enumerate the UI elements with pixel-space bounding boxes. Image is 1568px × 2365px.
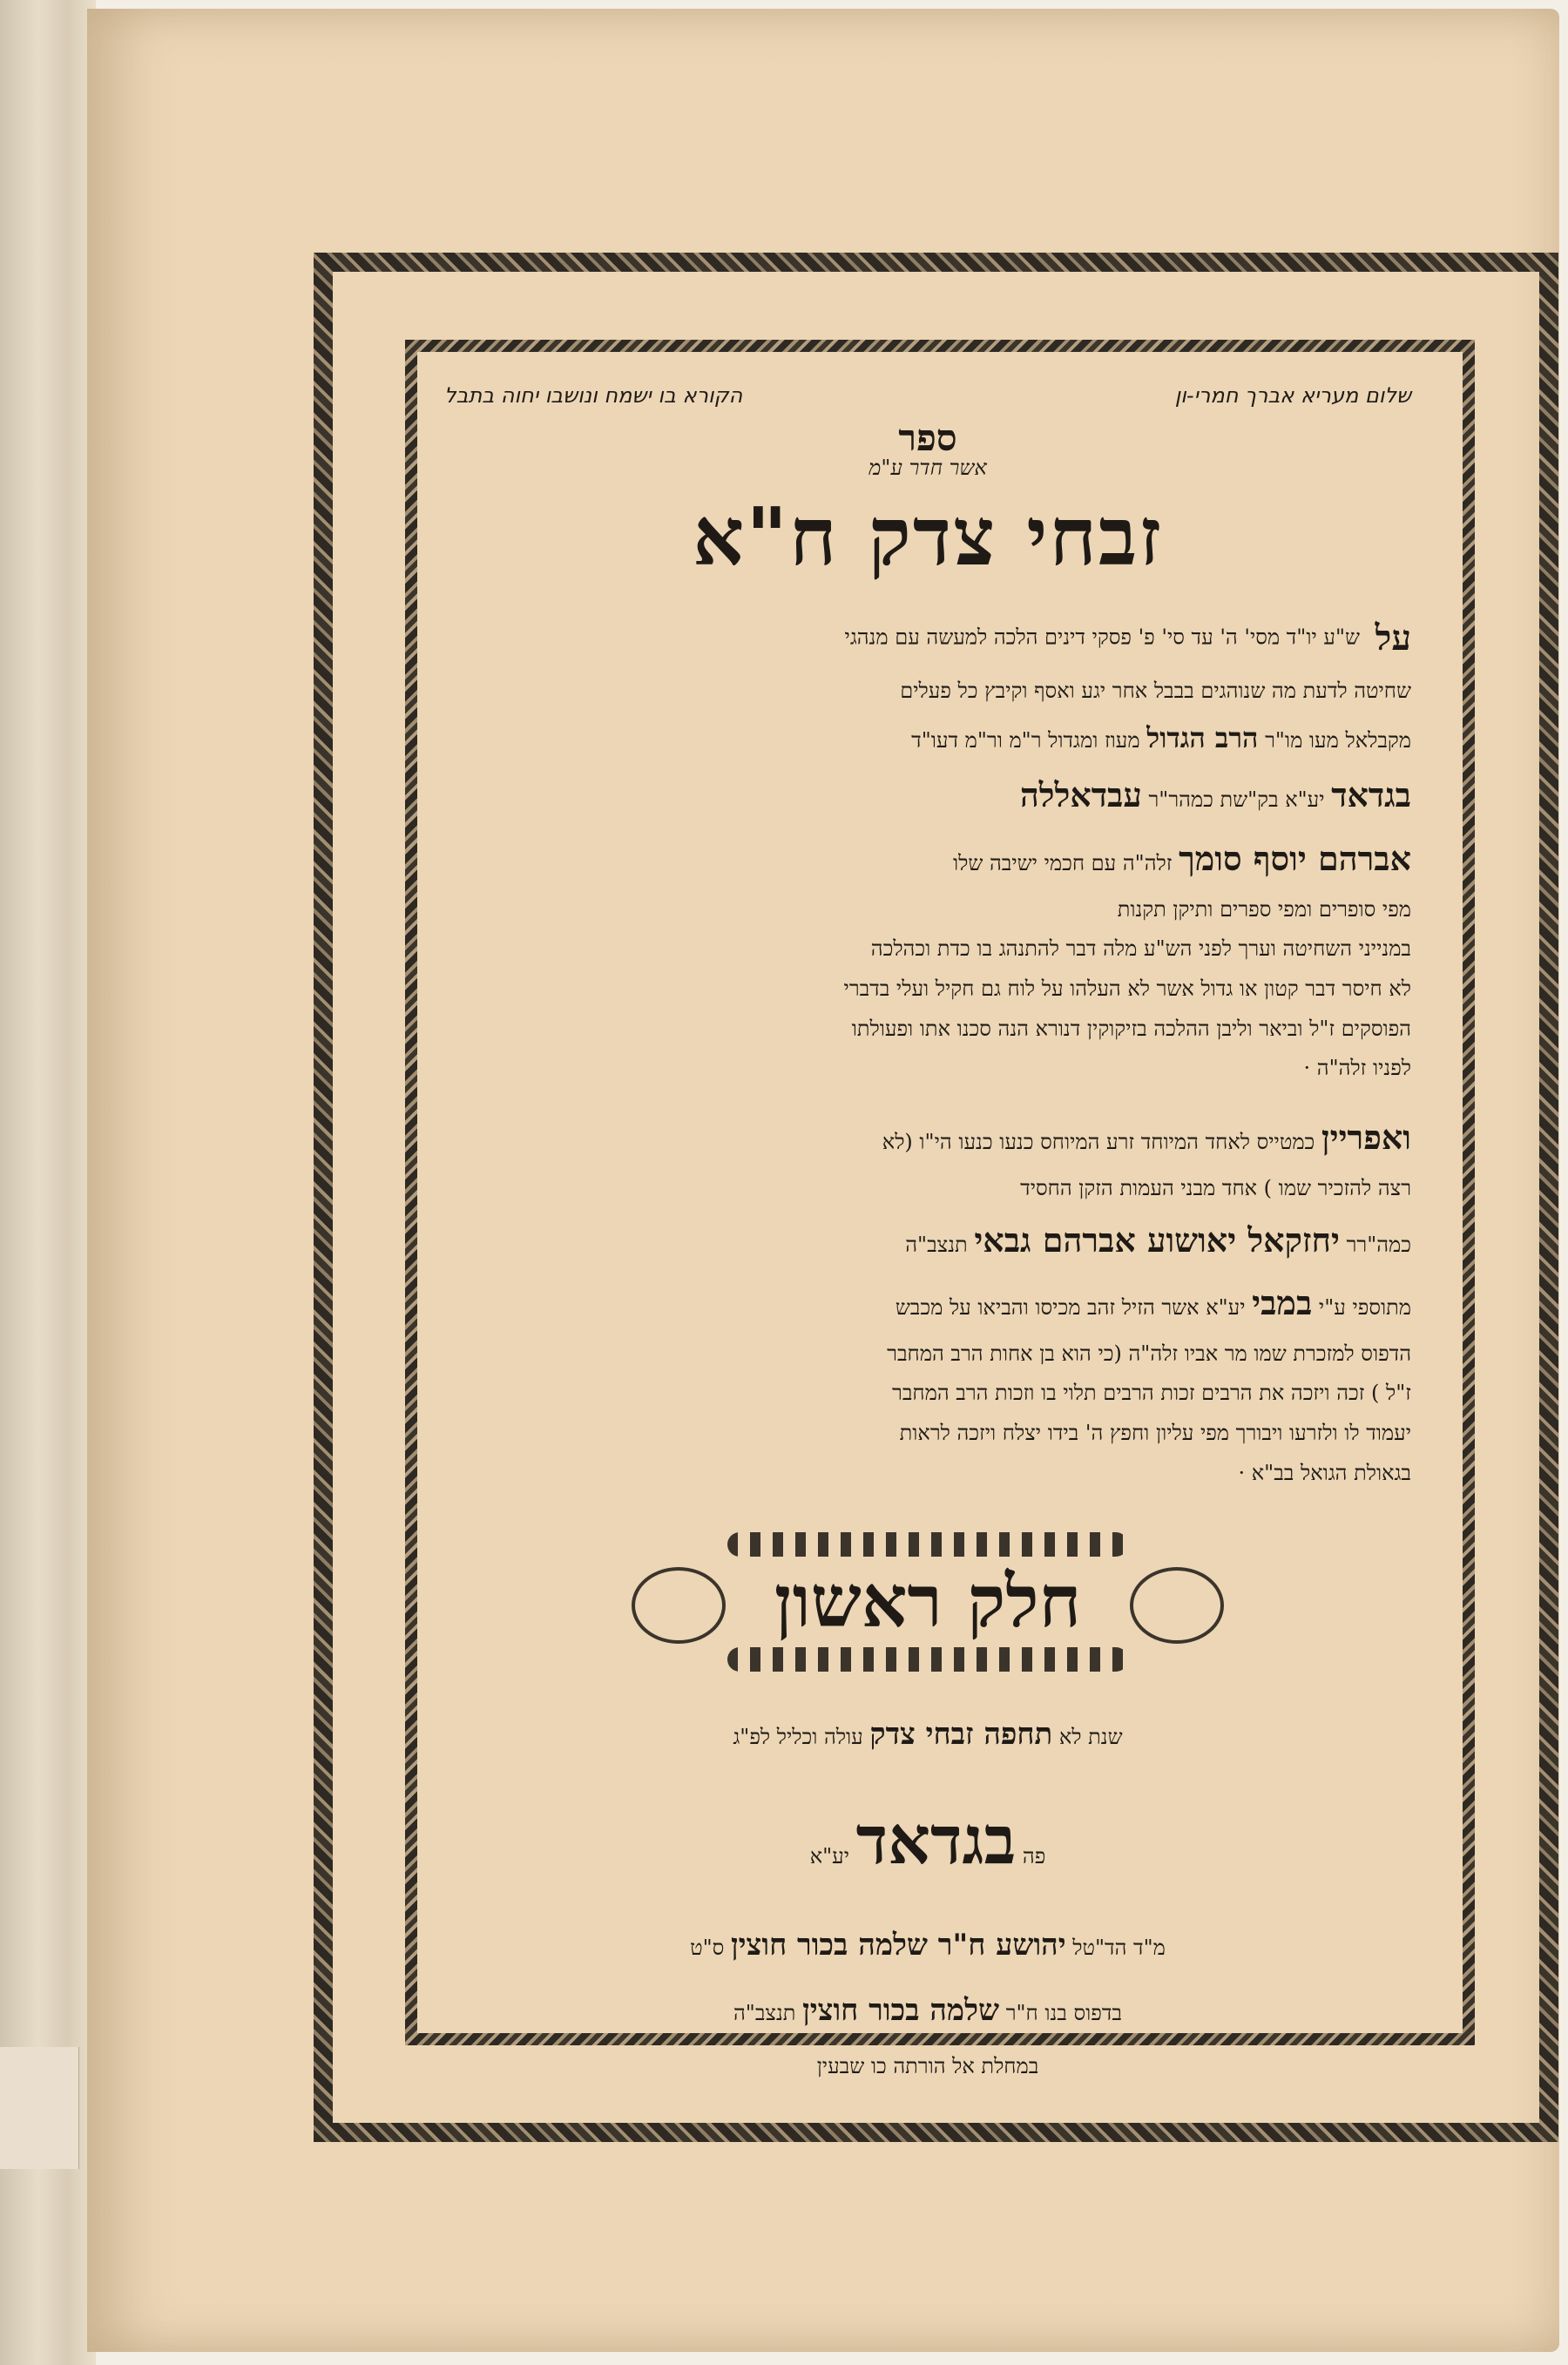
intro-text-3c: מעוז ומגדול ר"מ ור"מ דעו"ד [911,727,1140,753]
intro-line-5 [444,828,1411,890]
intro-abdallah: עבדאללה [1019,775,1142,815]
intro-line-3 [444,712,1411,765]
donor-text-3a: כמה"רר [1346,1232,1411,1257]
imprint-publisher-name: יהושע ח"ר שלמה בכור חוצין [730,1928,1066,1963]
donor-text-3c: תנצב"ה [905,1232,968,1257]
imprint-last-line: במחלת אל הורתה כו שבעין [816,2053,1039,2078]
donor-line-1 [444,1106,1411,1169]
imprint-printer-prefix: בדפוס בנו ח"ר [1005,2001,1122,2026]
imprint-year-suffix: עולה וכליל לפ"ג [733,1725,863,1750]
ornament-top [727,1532,1128,1557]
title-page-content [444,366,1411,2078]
intro-line-8: לא חיסר דבר קטון או גדול אשר לא העלהו על לוח גם חקיל ועלי בדברי [843,976,1411,1001]
intro-line-7: במנייני השחיטה וערך לפני הש"ע מלה דבר להתנהג בו כדת וכהלכה [870,936,1411,962]
donor-line-5: הדפוס למזכרת שמו מר אביו זלה"ה (כי הוא בן אחות הרב המחבר [887,1341,1411,1366]
intro-text-3a: מקבלאל מעו מו"ר [1265,727,1411,753]
sefer-label: ספר [898,416,957,459]
header-left-note: הקורא בו ישמח ונושבו יחוה בתבל [444,383,743,408]
donor-line-2: רצה להזכיר שמו ) אחד מבני העמות הזקן החסיד [1020,1175,1411,1200]
part-title: חלק ראשון [774,1560,1082,1645]
donor-text-4a: מתוספי ע"י [1318,1294,1411,1320]
intro-line-4 [444,764,1411,827]
donor-line-4 [444,1272,1411,1335]
imprint-year-prefix: שנת [1088,1725,1123,1750]
ornament-right-flourish [1130,1567,1224,1644]
imprint-publisher-suffix: ס"ט [690,1936,725,1961]
part-ornament [632,1532,1224,1672]
donor-name: יחזקאל יאושוע אברהם גבאי [974,1220,1340,1260]
header-notes [444,383,1411,408]
donor-veafrayin: ואפריין [1321,1117,1411,1157]
imprint-publisher-line [444,1913,1411,1978]
imprint-place-suffix: יע"א [809,1844,850,1869]
book-title: זבחי צדק ח"א [693,490,1163,584]
imprint [444,1702,1411,2089]
donor-text-1b: כמטייס לאחד המיוחד זרע המיוחס כנעו כנעו הי"ו (לא [882,1129,1315,1154]
intro-text-5b: זלה"ה עם חכמי ישיבה שלו [953,850,1173,875]
book-edge [0,0,96,2365]
donor-line-6: ז"ל ) זכה ויזכה את הרבים זכות הרבים תלוי בו וזכות הרב המחבר [892,1381,1411,1406]
spine-tab [0,2047,79,2169]
intro-line-1 [444,605,1411,672]
imprint-place-baghdad: בגדאד [855,1801,1017,1880]
imprint-printer-suffix: תנצב"ה [733,2001,796,2026]
title-prefix: אשר חדר ע"מ [868,456,987,480]
donor-line-8: בגאולת הגואל בב"א · [1238,1460,1411,1485]
intro-al: על [1375,618,1411,659]
donor-line-7: יעמוד לו ולזרעו ויבורך מפי עליון וחפץ ה' בידו יצלח ויזכה לראות [899,1421,1411,1446]
intro-line-10: לפניו זלה"ה · [1303,1056,1411,1081]
ornament-bottom [727,1647,1128,1672]
header-right-note: שלום מעריא אברך חמרי-ון [1174,383,1411,408]
imprint-year-lo: לא [1058,1725,1082,1750]
imprint-place-line [444,1767,1411,1913]
ornament-left-flourish [632,1567,726,1644]
donor-line-3 [444,1209,1411,1272]
donor-text-4c: יע"א אשר הזיל זהב מכיסו והביאו על מכבש [895,1294,1246,1320]
intro-text-4b: יע"א [1285,787,1325,813]
intro-rav-hagadol: הרב הגדול [1146,720,1259,754]
intro-paragraph [444,605,1411,1089]
donor-paragraph [444,1106,1411,1494]
donor-bombay: במבי [1252,1282,1313,1322]
intro-line-6: מפי סופרים ומפי ספרים ותיקן תקנות [1117,896,1411,922]
intro-text-1: ש"ע יו"ד מסי' ה' עד סי' פ' פסקי דינים הלכה למעשה עם מנהגי [844,625,1360,650]
intro-text-4c: בק"שת כמהר"ר [1148,787,1279,813]
imprint-printer-line [444,1978,1411,2044]
imprint-publisher-prefix: מ"ד הד"טל [1072,1936,1166,1961]
imprint-place-prefix: פה [1022,1844,1046,1869]
intro-baghdad: בגדאד [1331,775,1411,815]
intro-author-name: אברהם יוסף סומך [1179,838,1411,878]
imprint-printer-name: שלמה בכור חוצין [802,1993,1000,2029]
intro-line-2: שחיטה לדעת מה שנוהגים בבבל אחר יגע ואסף וקיבץ כל פעלים [900,679,1411,703]
imprint-year-chronogram: תחפה זבחי צדק [869,1717,1053,1753]
imprint-year-line [444,1702,1411,1767]
intro-line-9: הפוסקים ז"ל וביאר וליבן ההלכה בזיקוקין דנורא הנה סכנו אתו ופעולתו [851,1016,1411,1041]
